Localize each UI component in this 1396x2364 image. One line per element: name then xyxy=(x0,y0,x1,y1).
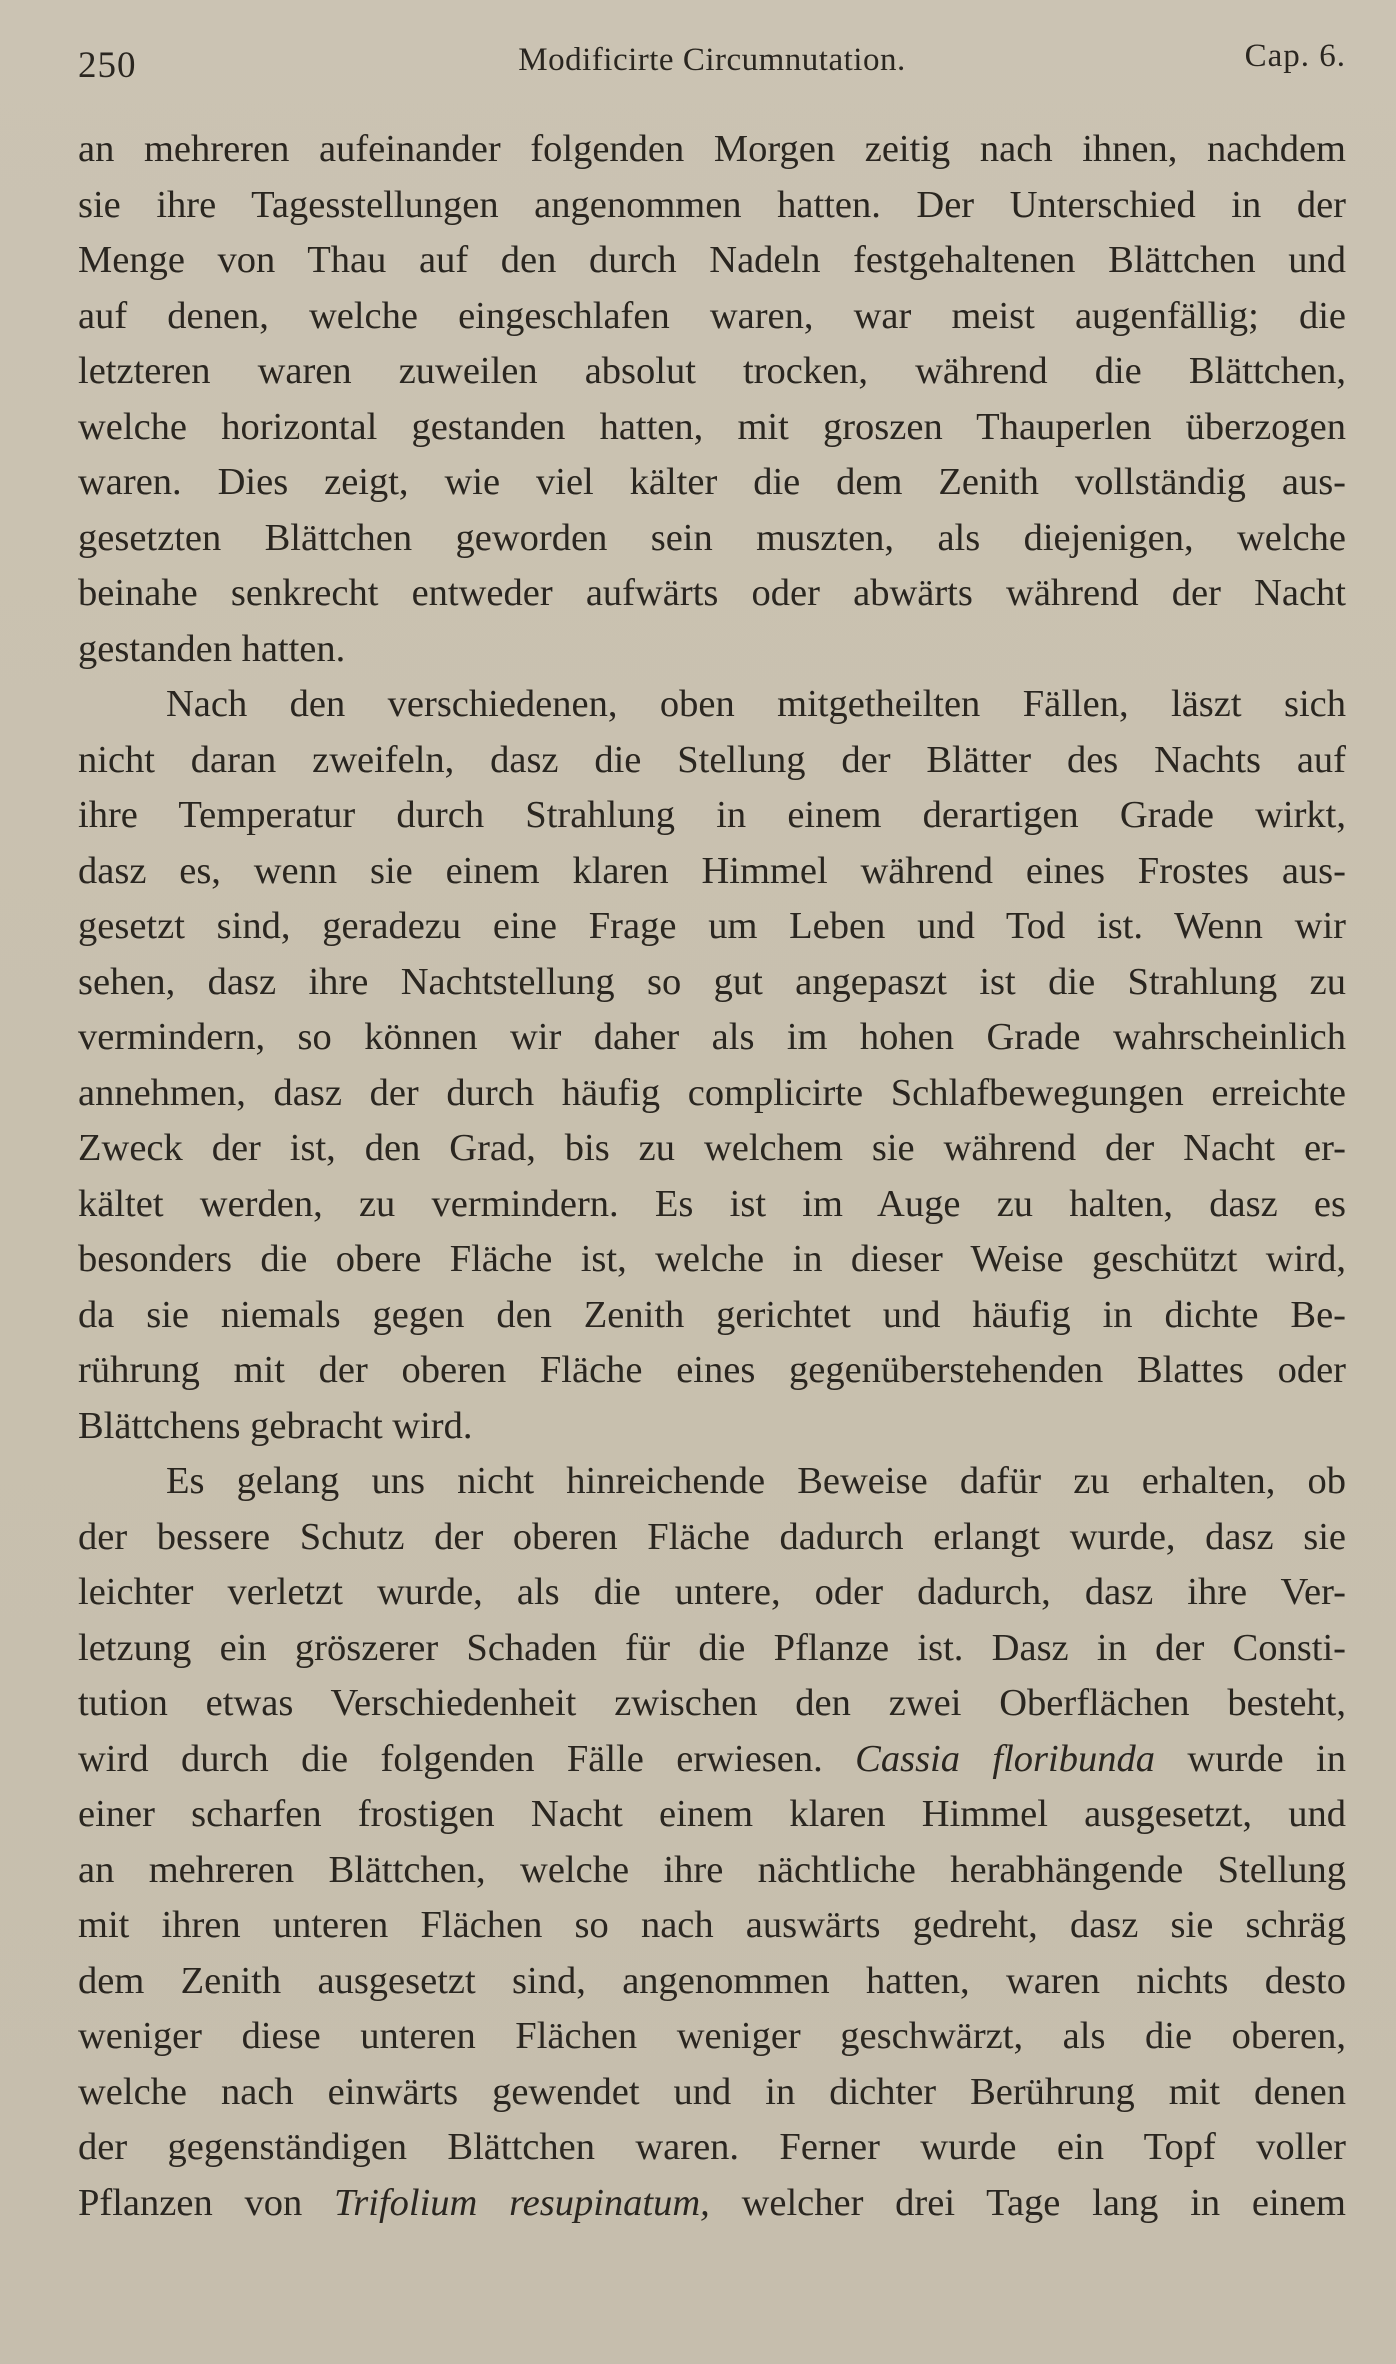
line-text: welcher drei Tage lang in einem xyxy=(709,2181,1346,2224)
text-line: an mehreren aufeinander folgenden Morgen zeitig nach ihnen, nachdem xyxy=(78,128,1346,170)
text-line: der gegenständigen Blättchen waren. Ferner wurde ein Topf voller xyxy=(78,2126,1346,2168)
running-head xyxy=(78,38,1346,88)
text-line-with-species xyxy=(78,2176,1346,2232)
text-line: dem Zenith ausgesetzt sind, angenommen hatten, waren nichts desto xyxy=(78,1959,1346,2002)
text-line-with-species xyxy=(78,1732,1346,1788)
text-line: tution etwas Verschiedenheit zwischen den zwei Oberflächen besteht, xyxy=(78,1682,1346,1724)
running-title: Modificirte Circumnutation. xyxy=(518,42,906,78)
text-line: da sie niemals gegen den Zenith gerichtet und häufig in dichte Be- xyxy=(78,1293,1346,1336)
line-text: Pflanzen von xyxy=(78,2181,334,2224)
text-line: nicht daran zweifeln, dasz die Stellung der Blätter des Nachts auf xyxy=(78,738,1346,781)
paragraph-start-line: Nach den verschiedenen, oben mitgetheilten Fällen, läszt sich xyxy=(166,683,1346,725)
species-name-trifolium: Trifolium resupinatum, xyxy=(333,2181,710,2224)
text-line: an mehreren Blättchen, welche ihre nächtliche herabhängende Stellung xyxy=(78,1848,1346,1891)
text-line: Zweck der ist, den Grad, bis zu welchem sie während der Nacht er- xyxy=(78,1127,1346,1169)
page-number: 250 xyxy=(78,45,137,86)
text-line: gesetzt sind, geradezu eine Frage um Leben und Tod ist. Wenn wir xyxy=(78,905,1346,947)
text-line: Menge von Thau auf den durch Nadeln festgehaltenen Blättchen und xyxy=(78,239,1346,281)
text-line: weniger diese unteren Flächen weniger geschwärzt, als die oberen, xyxy=(78,2015,1346,2057)
body-text xyxy=(78,122,1346,2231)
text-line: mit ihren unteren Flächen so nach auswärts gedreht, dasz sie schräg xyxy=(78,1904,1346,1946)
text-line: waren. Dies zeigt, wie viel kälter die dem Zenith vollständig aus- xyxy=(78,461,1346,503)
text-line: besonders die obere Fläche ist, welche in dieser Weise geschützt wird, xyxy=(78,1238,1346,1280)
text-line: kältet werden, zu vermindern. Es ist im Auge zu halten, dasz es xyxy=(78,1182,1346,1225)
text-line: ihre Temperatur durch Strahlung in einem derartigen Grade wirkt, xyxy=(78,794,1346,836)
paragraph-end-line: gestanden hatten. xyxy=(78,627,346,670)
text-line: auf denen, welche eingeschlafen waren, war meist augenfällig; die xyxy=(78,294,1346,337)
species-name-cassia: Cassia floribunda xyxy=(855,1737,1155,1780)
text-line: rührung mit der oberen Fläche eines gegenüberstehenden Blattes oder xyxy=(78,1349,1346,1391)
text-line: vermindern, so können wir daher als im hohen Grade wahrscheinlich xyxy=(78,1016,1346,1058)
text-line: dasz es, wenn sie einem klaren Himmel während eines Frostes aus- xyxy=(78,849,1346,892)
text-line: sie ihre Tagesstellungen angenommen hatten. Der Unterschied in der xyxy=(78,183,1346,226)
paragraph-end-line: Blättchens gebracht wird. xyxy=(78,1404,473,1447)
text-line: welche horizontal gestanden hatten, mit groszen Thauperlen überzogen xyxy=(78,405,1346,448)
text-line: der bessere Schutz der oberen Fläche dadurch erlangt wurde, dasz sie xyxy=(78,1515,1346,1558)
text-line: welche nach einwärts gewendet und in dichter Berührung mit denen xyxy=(78,2070,1346,2113)
paragraph-start-line: Es gelang uns nicht hinreichende Beweise dafür zu erhalten, ob xyxy=(166,1460,1346,1502)
text-line: sehen, dasz ihre Nachtstellung so gut angepaszt ist die Strahlung zu xyxy=(78,960,1346,1003)
text-line: einer scharfen frostigen Nacht einem klaren Himmel ausgesetzt, und xyxy=(78,1793,1346,1835)
text-line: beinahe senkrecht entweder aufwärts oder abwärts während der Nacht xyxy=(78,572,1346,614)
line-text: wurde in xyxy=(1155,1737,1346,1780)
text-line: letzteren waren zuweilen absolut trocken, während die Blättchen, xyxy=(78,350,1346,392)
text-line: gesetzten Blättchen geworden sein muszten, als diejenigen, welche xyxy=(78,516,1346,559)
text-line: leichter verletzt wurde, als die untere, oder dadurch, dasz ihre Ver- xyxy=(78,1571,1346,1613)
text-line: annehmen, dasz der durch häufig complicirte Schlafbewegungen erreichte xyxy=(78,1071,1346,1114)
text-line: letzung ein gröszerer Schaden für die Pflanze ist. Dasz in der Consti- xyxy=(78,1626,1346,1669)
chapter-reference: Cap. 6. xyxy=(1244,38,1346,74)
line-text: wird durch die folgenden Fälle erwiesen. xyxy=(78,1737,856,1780)
